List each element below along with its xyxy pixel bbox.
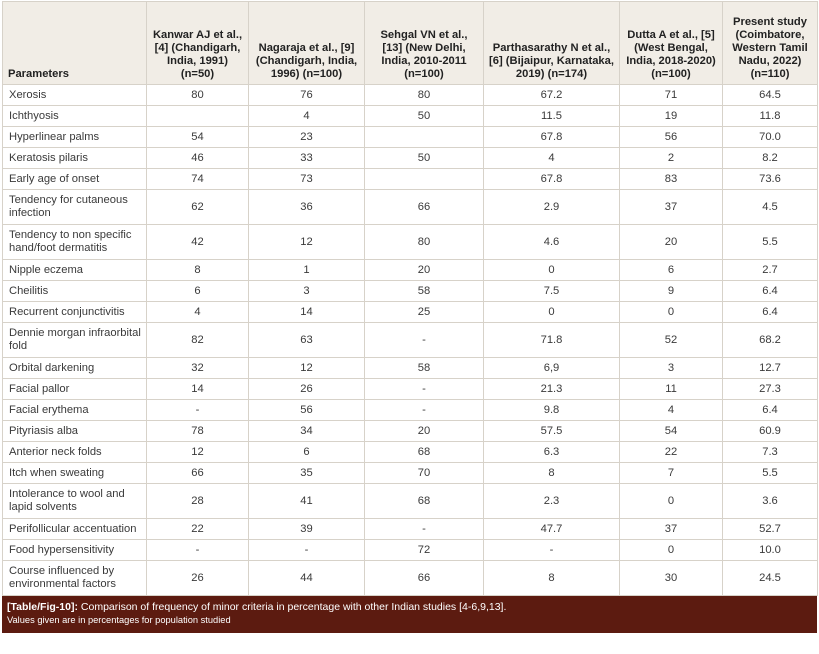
row-value-cell: 71 [620,85,723,106]
column-header-present-study: Present study (Coimbatore, Western Tamil Nadu, 2022) (n=110) [723,2,818,85]
row-value-cell: 56 [620,127,723,148]
table-row [3,302,818,323]
row-parameter-cell: Facial pallor [3,379,147,400]
row-value-cell: 25 [365,302,484,323]
row-parameter-cell: Ichthyosis [3,106,147,127]
row-value-cell: 30 [620,561,723,596]
row-value-cell: 37 [620,519,723,540]
table-row [3,379,818,400]
row-value-cell: 8 [147,260,249,281]
row-value-cell: 7 [620,463,723,484]
row-value-cell: 63 [249,323,365,358]
row-value-cell: 14 [249,302,365,323]
row-parameter-cell: Tendency for cutaneous infection [3,190,147,225]
row-parameter-cell: Orbital darkening [3,358,147,379]
row-value-cell: 22 [620,442,723,463]
caption-note: Values given are in percentages for population studied [7,615,231,625]
row-value-cell: 34 [249,421,365,442]
row-value-cell: 35 [249,463,365,484]
row-value-cell: 4 [620,400,723,421]
row-value-cell: 6.4 [723,302,818,323]
row-value-cell: 68 [365,484,484,519]
row-value-cell: 62 [147,190,249,225]
row-value-cell: 50 [365,106,484,127]
row-value-cell: 28 [147,484,249,519]
row-value-cell: 8 [484,561,620,596]
table-row [3,281,818,302]
row-value-cell: 11 [620,379,723,400]
row-value-cell: 0 [484,260,620,281]
column-header-dutta: Dutta A et al., [5] (West Bengal, India, 2018-2020) (n=100) [620,2,723,85]
row-value-cell: 2 [620,148,723,169]
table-row [3,323,818,358]
row-value-cell: 24.5 [723,561,818,596]
row-value-cell: 83 [620,169,723,190]
row-value-cell: 6 [249,442,365,463]
row-value-cell: - [147,540,249,561]
row-value-cell: 67.2 [484,85,620,106]
row-parameter-cell: Dennie morgan infraorbital fold [3,323,147,358]
row-value-cell: 54 [147,127,249,148]
row-value-cell: 12 [249,225,365,260]
table-row [3,561,818,596]
row-value-cell: 39 [249,519,365,540]
row-value-cell: 9 [620,281,723,302]
row-parameter-cell: Course influenced by environmental factors [3,561,147,596]
row-value-cell: 11.5 [484,106,620,127]
caption-line [7,600,812,614]
row-value-cell: 6.3 [484,442,620,463]
row-value-cell: 4 [147,302,249,323]
row-value-cell: 3 [249,281,365,302]
row-value-cell: 3 [620,358,723,379]
row-value-cell: 23 [249,127,365,148]
row-value-cell: 46 [147,148,249,169]
row-value-cell: 26 [147,561,249,596]
row-parameter-cell: Hyperlinear palms [3,127,147,148]
row-value-cell: 6 [620,260,723,281]
row-value-cell: - [484,540,620,561]
column-header-nagaraja: Nagaraja et al., [9] (Chandigarh, India, 1996) (n=100) [249,2,365,85]
row-value-cell: 42 [147,225,249,260]
row-value-cell: 66 [365,190,484,225]
row-value-cell: 0 [620,540,723,561]
row-value-cell: 74 [147,169,249,190]
row-value-cell: 41 [249,484,365,519]
row-value-cell: 6,9 [484,358,620,379]
row-value-cell: 7.3 [723,442,818,463]
row-value-cell: 0 [620,484,723,519]
table-row [3,484,818,519]
column-header-sehgal: Sehgal VN et al., [13] (New Delhi, India, 2010-2011 (n=100) [365,2,484,85]
row-value-cell: 67.8 [484,169,620,190]
row-value-cell: 14 [147,379,249,400]
row-value-cell: 4.5 [723,190,818,225]
row-value-cell: 58 [365,358,484,379]
row-value-cell [365,127,484,148]
row-value-cell: 2.9 [484,190,620,225]
row-value-cell: 21.3 [484,379,620,400]
row-value-cell: 27.3 [723,379,818,400]
row-value-cell: 32 [147,358,249,379]
table-row [3,85,818,106]
row-value-cell: 8.2 [723,148,818,169]
row-value-cell: 50 [365,148,484,169]
table-row [3,400,818,421]
table-row [3,148,818,169]
row-parameter-cell: Intolerance to wool and lapid solvents [3,484,147,519]
row-value-cell: 47.7 [484,519,620,540]
row-value-cell: - [249,540,365,561]
row-value-cell: 20 [365,421,484,442]
table-body [3,85,818,596]
row-value-cell: 19 [620,106,723,127]
row-value-cell: 44 [249,561,365,596]
row-value-cell: 6 [147,281,249,302]
row-value-cell: - [365,379,484,400]
row-value-cell: 67.8 [484,127,620,148]
row-value-cell: 78 [147,421,249,442]
table-row [3,540,818,561]
row-value-cell: 20 [620,225,723,260]
table-caption [2,596,817,633]
row-parameter-cell: Keratosis pilaris [3,148,147,169]
row-value-cell: 5.5 [723,225,818,260]
row-value-cell: - [365,400,484,421]
row-value-cell: 33 [249,148,365,169]
table-row [3,519,818,540]
row-value-cell: 4 [484,148,620,169]
row-value-cell: 60.9 [723,421,818,442]
row-value-cell: 0 [620,302,723,323]
column-header-kanwar: Kanwar AJ et al., [4] (Chandigarh, India, 1991) (n=50) [147,2,249,85]
row-parameter-cell: Perifollicular accentuation [3,519,147,540]
row-value-cell: 6.4 [723,400,818,421]
column-header-parameters: Parameters [3,2,147,85]
row-value-cell: 56 [249,400,365,421]
table-row [3,463,818,484]
row-value-cell: 20 [365,260,484,281]
row-value-cell: 80 [365,225,484,260]
row-parameter-cell: Anterior neck folds [3,442,147,463]
row-value-cell: 80 [147,85,249,106]
row-value-cell: 52.7 [723,519,818,540]
table-row [3,106,818,127]
row-value-cell: 72 [365,540,484,561]
row-value-cell: 37 [620,190,723,225]
row-value-cell: 71.8 [484,323,620,358]
row-value-cell: 70.0 [723,127,818,148]
row-value-cell: 73 [249,169,365,190]
row-value-cell: 76 [249,85,365,106]
table-row [3,260,818,281]
row-value-cell: 10.0 [723,540,818,561]
row-parameter-cell: Itch when sweating [3,463,147,484]
row-value-cell: 36 [249,190,365,225]
row-value-cell: 12 [147,442,249,463]
row-value-cell: 52 [620,323,723,358]
caption-tag: [Table/Fig-10]: [7,601,78,613]
row-value-cell: 68.2 [723,323,818,358]
row-value-cell: 66 [365,561,484,596]
row-value-cell: 80 [365,85,484,106]
row-value-cell: 58 [365,281,484,302]
row-value-cell: 11.8 [723,106,818,127]
row-value-cell: 2.7 [723,260,818,281]
table-row [3,169,818,190]
row-value-cell: 6.4 [723,281,818,302]
row-value-cell: 66 [147,463,249,484]
row-value-cell: 9.8 [484,400,620,421]
row-value-cell: 57.5 [484,421,620,442]
column-header-parthasarathy: Parthasarathy N et al., [6] (Bijaipur, Karnataka, 2019) (n=174) [484,2,620,85]
row-value-cell: 73.6 [723,169,818,190]
row-value-cell: 12 [249,358,365,379]
caption-text: Comparison of frequency of minor criteria in percentage with other Indian studies [4-6,9,13]. [77,601,507,613]
row-value-cell: 70 [365,463,484,484]
table-row [3,225,818,260]
row-parameter-cell: Cheilitis [3,281,147,302]
row-value-cell: - [365,519,484,540]
row-value-cell: - [147,400,249,421]
row-value-cell: 4.6 [484,225,620,260]
table-figure [2,1,817,633]
row-parameter-cell: Early age of onset [3,169,147,190]
row-value-cell [147,106,249,127]
row-value-cell: 7.5 [484,281,620,302]
row-value-cell: 68 [365,442,484,463]
header-row [3,2,818,85]
row-value-cell: 26 [249,379,365,400]
row-parameter-cell: Recurrent conjunctivitis [3,302,147,323]
row-parameter-cell: Xerosis [3,85,147,106]
row-value-cell: 4 [249,106,365,127]
row-value-cell: 3.6 [723,484,818,519]
table-row [3,358,818,379]
table-row [3,421,818,442]
table-row [3,127,818,148]
row-value-cell: 5.5 [723,463,818,484]
row-value-cell: 22 [147,519,249,540]
row-parameter-cell: Tendency to non specific hand/foot dermatitis [3,225,147,260]
row-value-cell: 54 [620,421,723,442]
row-value-cell: 82 [147,323,249,358]
row-parameter-cell: Food hypersensitivity [3,540,147,561]
row-value-cell: - [365,323,484,358]
row-value-cell: 12.7 [723,358,818,379]
row-value-cell: 1 [249,260,365,281]
row-value-cell: 0 [484,302,620,323]
table-row [3,190,818,225]
row-parameter-cell: Facial erythema [3,400,147,421]
table-row [3,442,818,463]
row-value-cell: 2.3 [484,484,620,519]
comparison-table [2,1,818,596]
row-parameter-cell: Pityriasis alba [3,421,147,442]
row-value-cell: 8 [484,463,620,484]
row-parameter-cell: Nipple eczema [3,260,147,281]
row-value-cell: 64.5 [723,85,818,106]
row-value-cell [365,169,484,190]
